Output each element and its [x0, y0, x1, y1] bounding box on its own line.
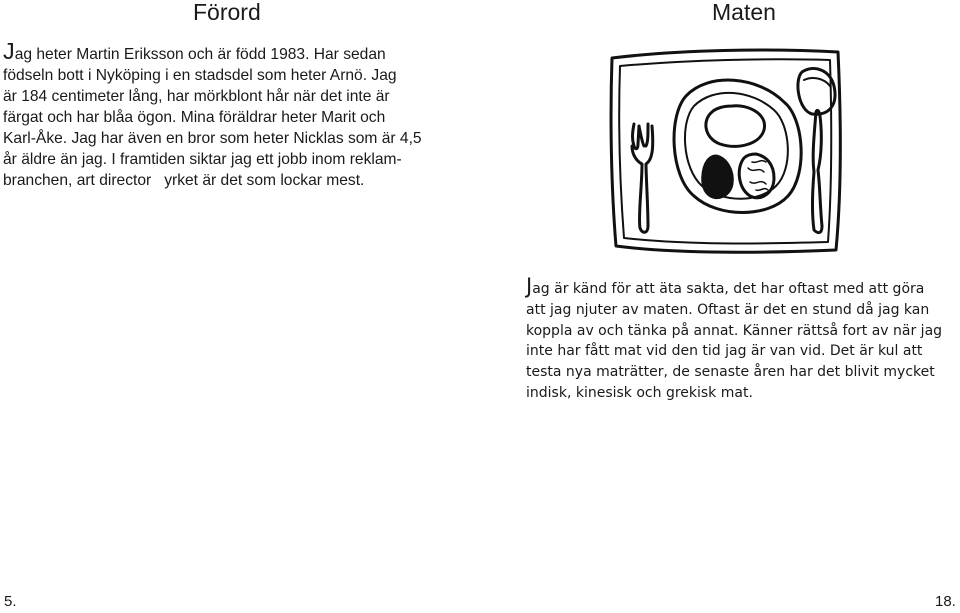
paragraph-line: att jag njuter av maten. Oftast är det en stund då jag kan: [526, 301, 930, 318]
left-page-number: 5.: [4, 593, 17, 610]
foreword-paragraph: [3, 38, 463, 191]
paragraph-line: är 184 centimeter lång, har mörkblont hår när det inte är: [3, 88, 390, 105]
paragraph-line: Jag är känd för att äta sakta, det har oftast med att göra: [526, 274, 925, 298]
food-paragraph: [526, 274, 956, 404]
paragraph-line: Jag heter Martin Eriksson och är född 1983. Har sedan: [3, 38, 386, 64]
right-page-heading: Maten: [712, 0, 776, 25]
paragraph-line: testa nya maträtter, de senaste åren har det blivit mycket: [526, 364, 935, 381]
drop-cap: J: [526, 274, 533, 298]
place-setting-drawing: [608, 46, 842, 256]
left-page-heading: Förord: [193, 0, 261, 25]
paragraph-line: färgat och har blåa ögon. Mina föräldrar heter Marit och: [3, 109, 386, 126]
right-page-number: 18.: [935, 593, 956, 610]
paragraph-line: koppla av och tänka på annat. Känner rättså fort av när jag: [526, 322, 943, 339]
drop-cap: J: [3, 38, 15, 64]
paragraph-line: indisk, kinesisk och grekisk mat.: [526, 384, 753, 401]
paragraph-line: Karl-Åke. Jag har även en bror som heter Nicklas som är 4,5: [3, 130, 422, 147]
paragraph-line: branchen, art director yrket är det som lockar mest.: [3, 172, 365, 189]
paragraph-line: inte har fått mat vid den tid jag är van vid. Det är kul att: [526, 343, 923, 360]
paragraph-line: födseln bott i Nyköping i en stadsdel som heter Arnö. Jag: [3, 67, 397, 84]
right-page: [480, 0, 960, 613]
paragraph-line: år äldre än jag. I framtiden siktar jag ett jobb inom reklam-: [3, 151, 402, 168]
